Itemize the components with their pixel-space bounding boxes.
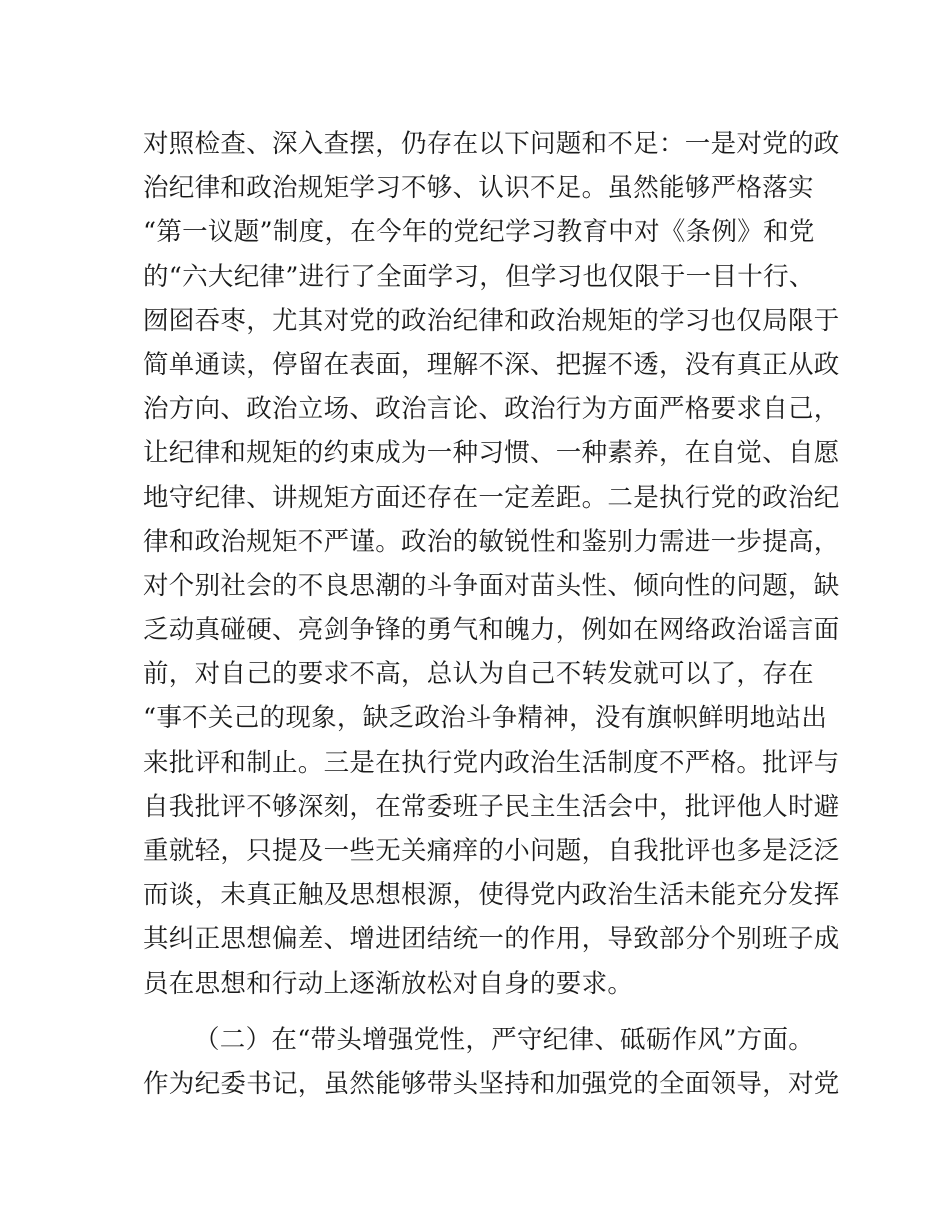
text-line: 对个别社会的不良思潮的斗争面对苗头性、倾向性的问题，缺 — [143, 570, 840, 601]
text-line: 前，对自己的要求不高，总认为自己不转发就可以了，存在 — [143, 659, 814, 690]
text-line: 自我批评不够深刻，在常委班子民主生活会中，批评他人时避 — [143, 791, 840, 822]
text-line: 让纪律和规矩的约束成为一种习惯、一种素养，在自觉、自愿 — [143, 438, 840, 469]
text-line: 治方向、政治立场、政治言论、政治行为方面严格要求自己， — [143, 394, 840, 425]
document-body — [143, 122, 840, 1106]
section-heading-line: （二）在“带头增强党性，严守纪律、砥砺作风”方面。 — [194, 1024, 815, 1055]
text-line: 简单通读，停留在表面，理解不深、把握不透，没有真正从政 — [143, 349, 840, 380]
text-line: 囫囵吞枣，尤其对党的政治纪律和政治规矩的学习也仅局限于 — [143, 305, 840, 336]
text-line: 来批评和制止。三是在执行党内政治生活制度不严格。批评与 — [143, 747, 840, 778]
text-line: 的“六大纪律”进行了全面学习，但学习也仅限于一目十行、 — [143, 261, 815, 292]
text-line: 对照检查、深入查摆，仍存在以下问题和不足：一是对党的政 — [143, 129, 840, 159]
paragraph-section-two — [143, 1018, 840, 1106]
text-line: 员在思想和行动上逐渐放松对自身的要求。 — [143, 968, 634, 999]
text-line: 地守纪律、讲规矩方面还存在一定差距。二是执行党的政治纪 — [143, 482, 840, 513]
text-line: 律和政治规矩不严谨。政治的敏锐性和鉴别力需进一步提高， — [143, 526, 840, 557]
text-line: 乏动真碰硬、亮剑争锋的勇气和魄力，例如在网络政治谣言面 — [143, 615, 840, 646]
text-line: 重就轻，只提及一些无关痛痒的小问题，自我批评也多是泛泛 — [143, 836, 840, 866]
text-line: 治纪律和政治规矩学习不够、认识不足。虽然能够严格落实 — [143, 173, 814, 204]
paragraph-gap — [143, 1006, 811, 1018]
paragraph-problems — [143, 122, 840, 1006]
text-line: “第一议题”制度，在今年的党纪学习教育中对《条例》和党 — [143, 217, 815, 248]
text-line: “事不关己的现象，缺乏政治斗争精神，没有旗帜鲜明地站出 — [143, 703, 828, 734]
text-line: 其纠正思想偏差、增进团结统一的作用，导致部分个别班子成 — [143, 924, 840, 955]
text-line: 作为纪委书记，虽然能够带头坚持和加强党的全面领导，对党 — [143, 1068, 840, 1099]
text-line: 而谈，未真正触及思想根源，使得党内政治生活未能充分发挥 — [143, 880, 840, 911]
